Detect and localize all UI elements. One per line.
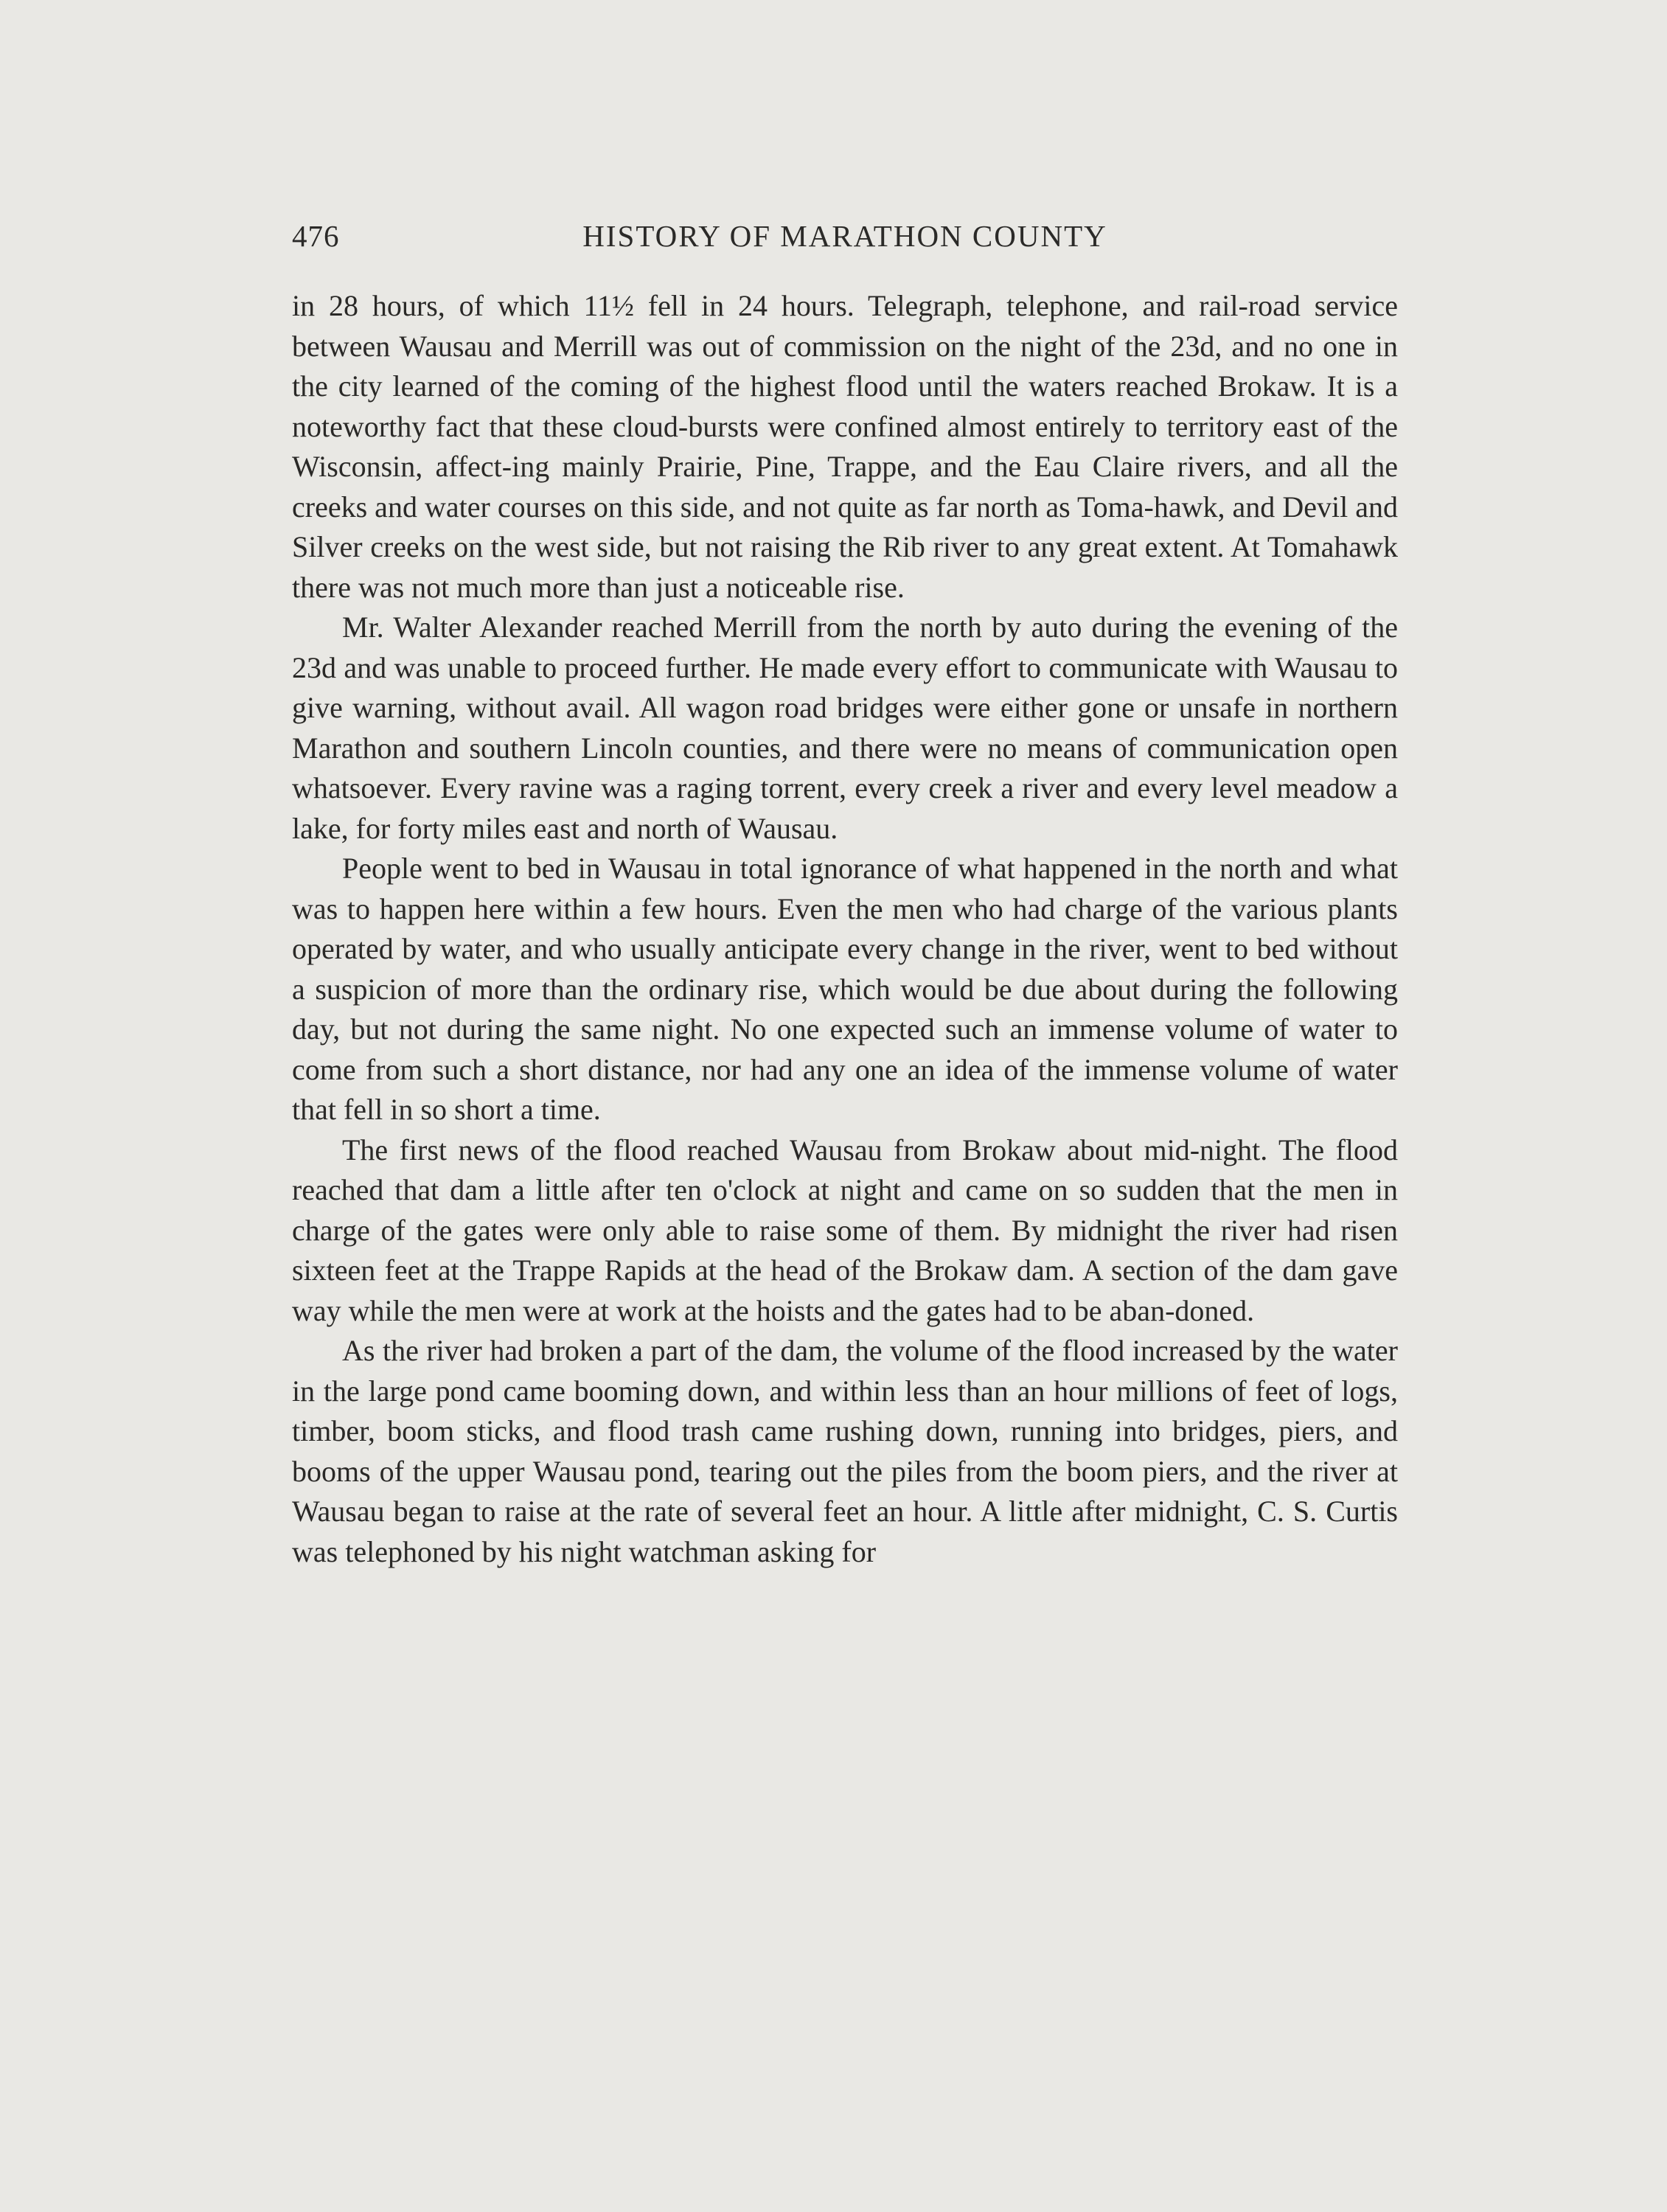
- running-title: HISTORY OF MARATHON COUNTY: [582, 219, 1107, 253]
- paragraph: People went to bed in Wausau in total ignorance of what happened in the north and what was to happen here within a few hours. Even the men who had charge of the various plants operated by water, and who usually anticipate every change in the river, went to bed without a suspicion of more than the ordinary rise, which would be due about during the following day, but not during the same night. No one expected such an immense volume of water to come from such a short distance, nor had any one an idea of the immense volume of water that fell in so short a time.: [292, 852, 1398, 1126]
- paragraph: The first news of the flood reached Wausau from Brokaw about mid-night. The flood reached that dam a little after ten o'clock at night and came on so sudden that the men in charge of the gates were only able to raise some of them. By midnight the river had risen sixteen feet at the Trappe Rapids at the head of the Brokaw dam. A section of the dam gave way while the men were at work at the hoists and the gates had to be aban-doned.: [292, 1133, 1398, 1327]
- body-text: [292, 286, 1398, 1572]
- running-header: [292, 218, 1398, 265]
- page-number: 476: [292, 219, 340, 253]
- paragraph: in 28 hours, of which 11½ fell in 24 hours. Telegraph, telephone, and rail-road service between Wausau and Merrill was out of commission on the night of the 23d, and no one in the city learned of the coming of the highest flood until the waters reached Brokaw. It is a noteworthy fact that these cloud-bursts were confined almost entirely to territory east of the Wisconsin, affect-ing mainly Prairie, Pine, Trappe, and the Eau Claire rivers, and all the creeks and water courses on this side, and not quite as far north as Toma-hawk, and Devil and Silver creeks on the west side, but not raising the Rib river to any great extent. At Tomahawk there was not much more than just a noticeable rise.: [292, 289, 1398, 604]
- paragraph: As the river had broken a part of the dam, the volume of the flood increased by the water in the large pond came booming down, and within less than an hour millions of feet of logs, timber, boom sticks, and flood trash came rushing down, running into bridges, piers, and booms of the upper Wausau pond, tearing out the piles from the boom piers, and the river at Wausau began to raise at the rate of several feet an hour. A little after midnight, C. S. Curtis was telephoned by his night watchman asking for: [292, 1334, 1398, 1568]
- paragraph: Mr. Walter Alexander reached Merrill from the north by auto during the evening of the 23d and was unable to proceed further. He made every effort to communicate with Wausau to give warning, without avail. All wagon road bridges were either gone or unsafe in northern Marathon and southern Lincoln counties, and there were no means of communication open whatsoever. Every ravine was a raging torrent, every creek a river and every level meadow a lake, for forty miles east and north of Wausau.: [292, 611, 1398, 845]
